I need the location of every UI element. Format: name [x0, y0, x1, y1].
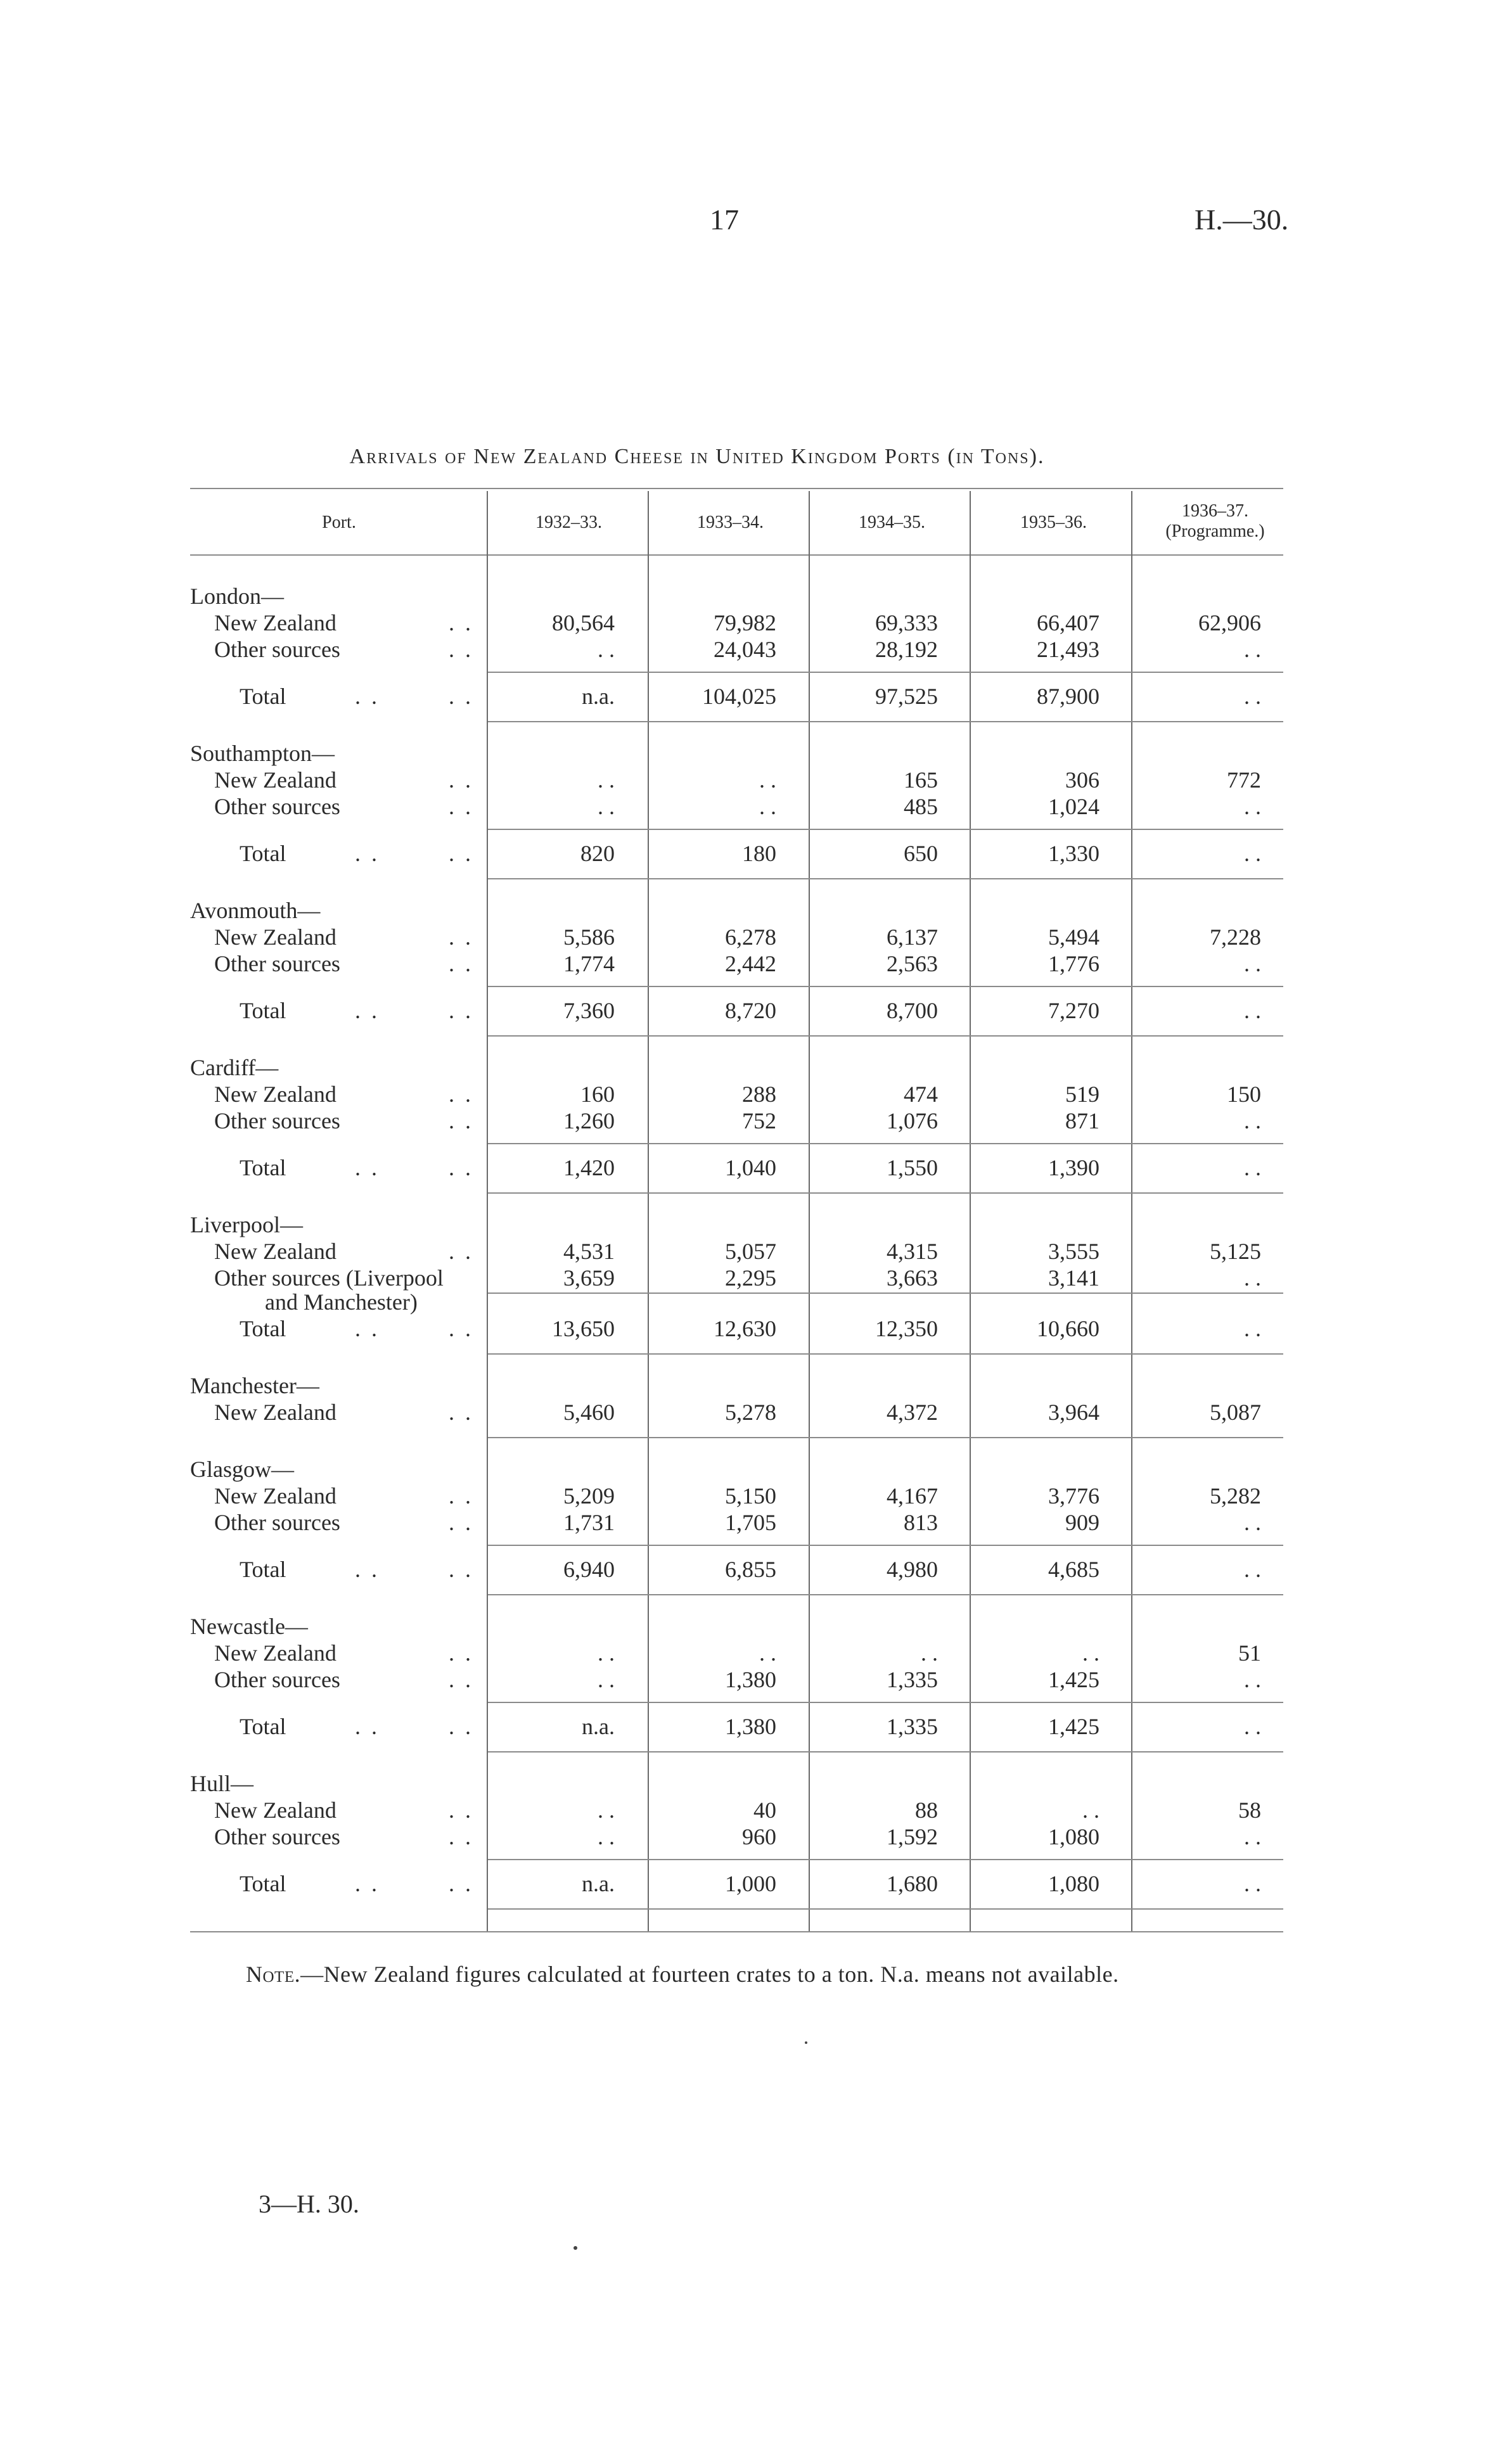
print-speck [805, 2041, 807, 2044]
row-label-continued: and Manchester) [265, 1289, 418, 1315]
total-row-value: 6,940 [563, 1557, 615, 1582]
data-row-value: 58 [1238, 1797, 1261, 1823]
row-label: Other sources [214, 1510, 340, 1535]
data-row-value: . . [598, 767, 615, 793]
data-row-value: 7,228 [1210, 924, 1261, 950]
data-row-value: 5,494 [1048, 924, 1099, 950]
leader-dots: . . [449, 841, 473, 866]
leader-dots: . . [355, 1714, 380, 1739]
data-row-value: 1,076 [887, 1108, 938, 1133]
total-row-value: 12,350 [875, 1316, 938, 1341]
data-row-value: 5,282 [1210, 1483, 1261, 1509]
data-row-value: . . [1082, 1797, 1099, 1823]
data-row-value: 24,043 [714, 637, 776, 662]
total-row-value: 10,660 [1037, 1316, 1099, 1341]
data-row-value: 2,295 [725, 1265, 776, 1291]
section-rule [488, 1908, 1283, 1910]
row-label: New Zealand [214, 1400, 336, 1425]
data-row-value: . . [1082, 1640, 1099, 1666]
data-row-value: 165 [904, 767, 938, 793]
leader-dots: . . [449, 684, 473, 709]
data-row-value: 66,407 [1037, 610, 1099, 635]
total-row-value: 180 [742, 841, 776, 866]
leader-dots: . . [449, 1824, 473, 1849]
data-row-value: 4,372 [887, 1400, 938, 1425]
column-header-1936-37: 1936–37. [1182, 501, 1248, 521]
data-row-value: 5,087 [1210, 1400, 1261, 1425]
note-text: —New Zealand figures calculated at fourteen crates to a ton. N.a. means not available. [300, 1962, 1119, 1987]
note-lead: Note. [246, 1962, 301, 1987]
data-row-value: . . [598, 1667, 615, 1692]
section-rule [488, 1437, 1283, 1438]
total-row-value: 97,525 [875, 684, 938, 709]
data-row-value: 5,209 [563, 1483, 615, 1509]
data-row-value: . . [759, 1640, 776, 1666]
total-row-value: 12,630 [714, 1316, 776, 1341]
subtotal-rule [488, 1859, 1283, 1860]
leader-dots: . . [449, 1640, 473, 1666]
subtotal-rule [488, 1702, 1283, 1703]
total-row-value: 1,080 [1048, 1871, 1099, 1896]
data-row-value: 5,150 [725, 1483, 776, 1509]
data-row-value: 4,531 [563, 1239, 615, 1264]
leader-dots: . . [355, 1155, 380, 1180]
total-row-value: 4,685 [1048, 1557, 1099, 1582]
row-label: New Zealand [214, 1239, 336, 1264]
total-row-value: . . [1244, 1871, 1261, 1896]
leader-dots: . . [449, 1714, 473, 1739]
table-note [246, 1961, 1119, 1988]
data-row-value: 1,080 [1048, 1824, 1099, 1849]
total-row-value: 820 [580, 841, 615, 866]
total-row-value: 13,650 [552, 1316, 615, 1341]
section-heading: Southampton— [190, 741, 335, 766]
total-row-value: 650 [904, 841, 938, 866]
data-row-value: 5,278 [725, 1400, 776, 1425]
section-rule [488, 721, 1283, 722]
data-row-value: . . [598, 1640, 615, 1666]
row-label: Other sources [214, 794, 340, 819]
row-label: New Zealand [214, 610, 336, 635]
column-header-1934-35: 1934–35. [859, 513, 925, 532]
total-row-value: . . [1244, 1714, 1261, 1739]
data-row-value: 79,982 [714, 610, 776, 635]
table-bottom-rule [190, 1931, 1283, 1932]
data-row-value: 485 [904, 794, 938, 819]
leader-dots: . . [449, 1797, 473, 1823]
column-header-1933-34: 1933–34. [697, 513, 764, 532]
total-row-value: . . [1244, 1557, 1261, 1582]
data-row-value: 813 [904, 1510, 938, 1535]
data-row-value: . . [598, 1797, 615, 1823]
total-row-value: 7,270 [1048, 998, 1099, 1023]
row-label: Other sources [214, 1824, 340, 1849]
section-heading: Liverpool— [190, 1212, 303, 1237]
data-row-value: 3,141 [1048, 1265, 1099, 1291]
data-row-value: . . [598, 637, 615, 662]
data-row-value: 150 [1227, 1082, 1261, 1107]
section-rule [488, 1192, 1283, 1194]
section-heading: Hull— [190, 1771, 254, 1796]
data-row-value: 288 [742, 1082, 776, 1107]
leader-dots: . . [449, 1871, 473, 1896]
page-number: 17 [710, 203, 739, 236]
section-rule [488, 878, 1283, 879]
leader-dots: . . [449, 1400, 473, 1425]
leader-dots: . . [449, 1667, 473, 1692]
data-row-value: . . [598, 794, 615, 819]
leader-dots: . . [449, 1082, 473, 1107]
row-label: New Zealand [214, 924, 336, 950]
leader-dots: . . [449, 924, 473, 950]
row-label: New Zealand [214, 1483, 336, 1509]
cheese-arrivals-table [190, 482, 1283, 1932]
data-row-value: . . [1244, 1824, 1261, 1849]
total-label: Total [240, 998, 286, 1023]
total-label: Total [240, 1155, 286, 1180]
leader-dots: . . [449, 767, 473, 793]
data-row-value: 1,705 [725, 1510, 776, 1535]
section-rule [488, 1035, 1283, 1037]
data-row-value: . . [759, 767, 776, 793]
total-label: Total [240, 1871, 286, 1896]
leader-dots: . . [355, 1316, 380, 1341]
total-row-value: 1,040 [725, 1155, 776, 1180]
leader-dots: . . [449, 794, 473, 819]
leader-dots: . . [449, 1155, 473, 1180]
leader-dots: . . [355, 1871, 380, 1896]
leader-dots: . . [449, 1316, 473, 1341]
data-row-value: 3,659 [563, 1265, 615, 1291]
subtotal-rule [488, 829, 1283, 830]
row-label: New Zealand [214, 1640, 336, 1666]
data-row-value: 160 [580, 1082, 615, 1107]
total-row-value: 7,360 [563, 998, 615, 1023]
column-header-port: Port. [322, 513, 356, 532]
data-row-value: 3,663 [887, 1265, 938, 1291]
total-row-value: . . [1244, 684, 1261, 709]
total-row-value: 104,025 [702, 684, 776, 709]
leader-dots: . . [449, 1483, 473, 1509]
subtotal-rule [488, 1143, 1283, 1144]
leader-dots: . . [449, 1108, 473, 1133]
data-row-value: 28,192 [875, 637, 938, 662]
leader-dots: . . [355, 1557, 380, 1582]
leader-dots: . . [449, 998, 473, 1023]
data-row-value: 2,563 [887, 951, 938, 976]
data-row-value: . . [759, 794, 776, 819]
data-row-value: . . [1244, 794, 1261, 819]
row-label: Other sources [214, 637, 340, 662]
leader-dots: . . [355, 841, 380, 866]
data-row-value: 4,315 [887, 1239, 938, 1264]
data-row-value: . . [1244, 1108, 1261, 1133]
leader-dots: . . [355, 684, 380, 709]
data-row-value: 519 [1065, 1082, 1099, 1107]
data-row-value: 1,425 [1048, 1667, 1099, 1692]
total-row-value: 1,000 [725, 1871, 776, 1896]
data-row-value: 3,555 [1048, 1239, 1099, 1264]
total-row-value: 1,425 [1048, 1714, 1099, 1739]
data-row-value: 2,442 [725, 951, 776, 976]
total-label: Total [240, 1714, 286, 1739]
total-row-value: 1,550 [887, 1155, 938, 1180]
data-row-value: . . [1244, 637, 1261, 662]
data-row-value: . . [1244, 1265, 1261, 1291]
data-row-value: . . [1244, 951, 1261, 976]
data-row-value: 1,774 [563, 951, 615, 976]
data-row-value: 1,380 [725, 1667, 776, 1692]
column-header-1935-36: 1935–36. [1020, 513, 1087, 532]
data-row-value: 4,167 [887, 1483, 938, 1509]
leader-dots: . . [449, 1239, 473, 1264]
section-heading: Avonmouth— [190, 898, 321, 923]
total-row-value: n.a. [582, 1714, 615, 1739]
data-row-value: 80,564 [552, 610, 615, 635]
total-row-value: 4,980 [887, 1557, 938, 1582]
leader-dots: . . [355, 998, 380, 1023]
subtotal-rule [488, 672, 1283, 673]
data-row-value: 5,057 [725, 1239, 776, 1264]
leader-dots: . . [449, 1557, 473, 1582]
section-heading: Manchester— [190, 1373, 319, 1398]
table-top-rule [190, 488, 1283, 489]
data-row-value: 21,493 [1037, 637, 1099, 662]
column-header-1932-33: 1932–33. [535, 513, 602, 532]
section-rule [488, 1594, 1283, 1595]
document-reference: H.—30. [1195, 203, 1289, 236]
data-row-value: . . [1244, 1667, 1261, 1692]
print-speck [573, 2246, 577, 2250]
total-row-value: 1,335 [887, 1714, 938, 1739]
total-label: Total [240, 841, 286, 866]
leader-dots: . . [449, 637, 473, 662]
data-row-value: 3,964 [1048, 1400, 1099, 1425]
subtotal-rule [488, 1293, 1283, 1294]
section-heading: Newcastle— [190, 1614, 308, 1639]
data-row-value: 960 [742, 1824, 776, 1849]
header-bottom-rule [190, 554, 1283, 556]
data-row-value: 1,731 [563, 1510, 615, 1535]
data-row-value: 3,776 [1048, 1483, 1099, 1509]
total-label: Total [240, 1557, 286, 1582]
total-row-value: . . [1244, 841, 1261, 866]
total-row-value: n.a. [582, 684, 615, 709]
column-header-programme: (Programme.) [1165, 521, 1265, 541]
total-row-value: 1,330 [1048, 841, 1099, 866]
total-row-value: 8,700 [887, 998, 938, 1023]
section-rule [488, 1751, 1283, 1752]
data-row-value: 69,333 [875, 610, 938, 635]
section-rule [488, 1353, 1283, 1355]
total-row-value: 1,680 [887, 1871, 938, 1896]
row-label: Other sources (Liverpool [214, 1265, 444, 1291]
data-row-value: 88 [915, 1797, 938, 1823]
data-row-value: 1,260 [563, 1108, 615, 1133]
total-row-value: 1,420 [563, 1155, 615, 1180]
data-row-value: 5,460 [563, 1400, 615, 1425]
leader-dots: . . [449, 610, 473, 635]
data-row-value: 6,137 [887, 924, 938, 950]
total-row-value: n.a. [582, 1871, 615, 1896]
row-label: New Zealand [214, 1797, 336, 1823]
data-row-value: 772 [1227, 767, 1261, 793]
row-label: New Zealand [214, 767, 336, 793]
total-row-value: . . [1244, 998, 1261, 1023]
data-row-value: 62,906 [1198, 610, 1261, 635]
total-row-value: 1,390 [1048, 1155, 1099, 1180]
subtotal-rule [488, 986, 1283, 987]
data-row-value: 752 [742, 1108, 776, 1133]
data-row-value: 871 [1065, 1108, 1099, 1133]
data-row-value: 1,776 [1048, 951, 1099, 976]
data-row-value: 6,278 [725, 924, 776, 950]
data-row-value: 1,024 [1048, 794, 1099, 819]
data-row-value: 909 [1065, 1510, 1099, 1535]
total-label: Total [240, 684, 286, 709]
data-row-value: . . [921, 1640, 938, 1666]
section-heading: London— [190, 584, 284, 609]
row-label: Other sources [214, 1667, 340, 1692]
leader-dots: . . [449, 951, 473, 976]
data-row-value: 474 [904, 1082, 938, 1107]
total-row-value: 1,380 [725, 1714, 776, 1739]
total-row-value: 8,720 [725, 998, 776, 1023]
section-heading: Cardiff— [190, 1055, 279, 1080]
data-row-value: 51 [1238, 1640, 1261, 1666]
data-row-value: 1,335 [887, 1667, 938, 1692]
data-row-value: 1,592 [887, 1824, 938, 1849]
data-row-value: . . [1244, 1510, 1261, 1535]
section-heading: Glasgow— [190, 1457, 294, 1482]
total-row-value: 6,855 [725, 1557, 776, 1582]
data-row-value: 5,586 [563, 924, 615, 950]
table-title: Arrivals of New Zealand Cheese in United Kingdom Ports (in Tons). [349, 445, 1045, 468]
leader-dots: . . [449, 1510, 473, 1535]
total-row-value: 87,900 [1037, 684, 1099, 709]
total-row-value: . . [1244, 1316, 1261, 1341]
subtotal-rule [488, 1545, 1283, 1546]
row-label: Other sources [214, 1108, 340, 1133]
row-label: Other sources [214, 951, 340, 976]
row-label: New Zealand [214, 1082, 336, 1107]
data-row-value: 306 [1065, 767, 1099, 793]
page-footer: 3—H. 30. [259, 2190, 359, 2218]
data-row-value: . . [598, 1824, 615, 1849]
total-label: Total [240, 1316, 286, 1341]
data-row-value: 40 [753, 1797, 776, 1823]
total-row-value: . . [1244, 1155, 1261, 1180]
data-row-value: 5,125 [1210, 1239, 1261, 1264]
